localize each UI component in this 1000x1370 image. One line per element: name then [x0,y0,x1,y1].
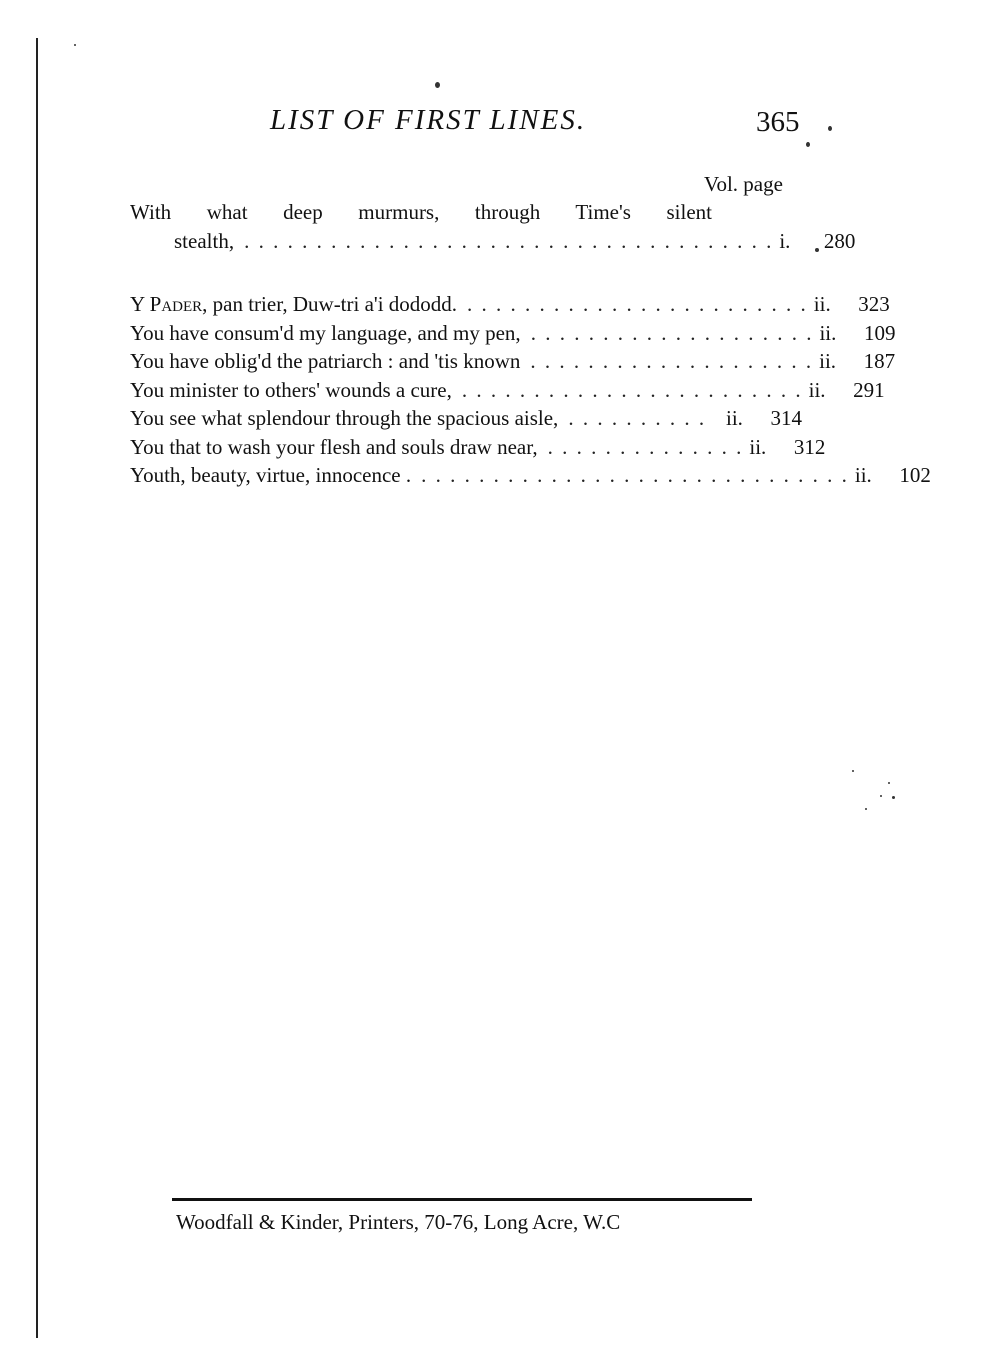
entry-page: 312 [793,434,826,459]
entry-volume: ii. [808,377,826,402]
list-item [130,319,896,348]
scan-speck [892,796,895,799]
dot-leader: . . . . . . . . . . [568,406,707,430]
footer-rule [172,1198,752,1201]
entry-group-y [130,290,931,490]
dot-leader: . . . . . . . . . . . . . . . . . . . . . . . . . . . . . . [421,463,849,487]
scan-speck [865,808,867,810]
list-item [130,404,802,433]
entry-reference [726,404,802,433]
entry-page: 314 [770,406,802,430]
entry-text: You have consum'd my language, and my pen, [130,320,521,345]
scan-speck [806,142,810,147]
entry-text [130,290,457,319]
running-title: LIST OF FIRST LINES. [270,104,587,136]
scan-speck [852,770,854,772]
scan-speck [435,82,440,88]
list-item [130,433,826,462]
entry-group-w [130,198,856,255]
entry-text: You that to wash your flesh and souls draw near, [130,434,538,459]
scan-speck [880,795,882,797]
dot-leader: . . . . . . . . . . . . . . . . . . . . . . . . . . . . . . . . . . . . . [244,228,774,253]
list-item [130,347,896,376]
list-item [130,461,931,490]
dot-leader: . . . . . . . . . . . . . . [547,434,744,459]
entry-reference [819,319,895,348]
scan-speck [888,782,890,784]
entry-lead-smallcaps: Y Pader, [130,292,208,316]
entry-page: 102 [899,463,931,487]
entry-reference [814,290,890,319]
scan-speck [828,126,832,131]
entry-reference [749,433,825,462]
entry-volume: ii. [813,292,831,316]
entry-volume: ii. [749,434,767,459]
list-item [130,227,856,256]
list-item [130,376,885,405]
entry-text-rest: pan trier, Duw-tri a'i dododd. [207,292,458,316]
entry-page: 187 [863,349,896,373]
entry-page: 291 [853,377,885,402]
dot-leader: . . . . . . . . . . . . . . . . . . . . [530,349,814,373]
dot-leader: . . . . . . . . . . . . . . . . . . . . . . . . [467,292,808,316]
scan-speck [815,248,819,252]
entry-volume: ii. [819,349,837,373]
entry-reference [855,461,931,490]
entry-volume: ii. [819,320,837,345]
entry-text: Youth, beauty, virtue, innocence . [130,463,412,487]
column-heading: Vol. page [704,172,783,196]
scan-speck [74,44,76,46]
entry-text: You have oblig'd the patriarch : and 'tis known [130,349,521,373]
dot-leader: . . . . . . . . . . . . . . . . . . . . [530,320,814,345]
entry-page: 280 [823,228,856,253]
entry-page: 109 [863,320,896,345]
entry-reference [809,376,885,405]
list-item [130,290,890,319]
dot-leader: . . . . . . . . . . . . . . . . . . . . . . . . [461,377,803,402]
entry-text-line1: With what deep murmurs, through Time's silent [130,200,712,224]
entry-text-line2: stealth, [174,228,235,253]
entry-page: 323 [858,292,890,316]
entry-text: You see what splendour through the spacious aisle, [130,406,559,430]
entry-volume: i. [779,228,791,253]
printer-imprint: Woodfall & Kinder, Printers, 70-76, Long Acre, W.C [176,1210,621,1234]
page-number: 365 [756,106,800,138]
entry-volume: ii. [726,406,743,430]
page-edge-line [36,38,38,1338]
entry-volume: ii. [854,463,872,487]
entry-reference [819,347,895,376]
entry-text: You minister to others' wounds a cure, [130,377,452,402]
